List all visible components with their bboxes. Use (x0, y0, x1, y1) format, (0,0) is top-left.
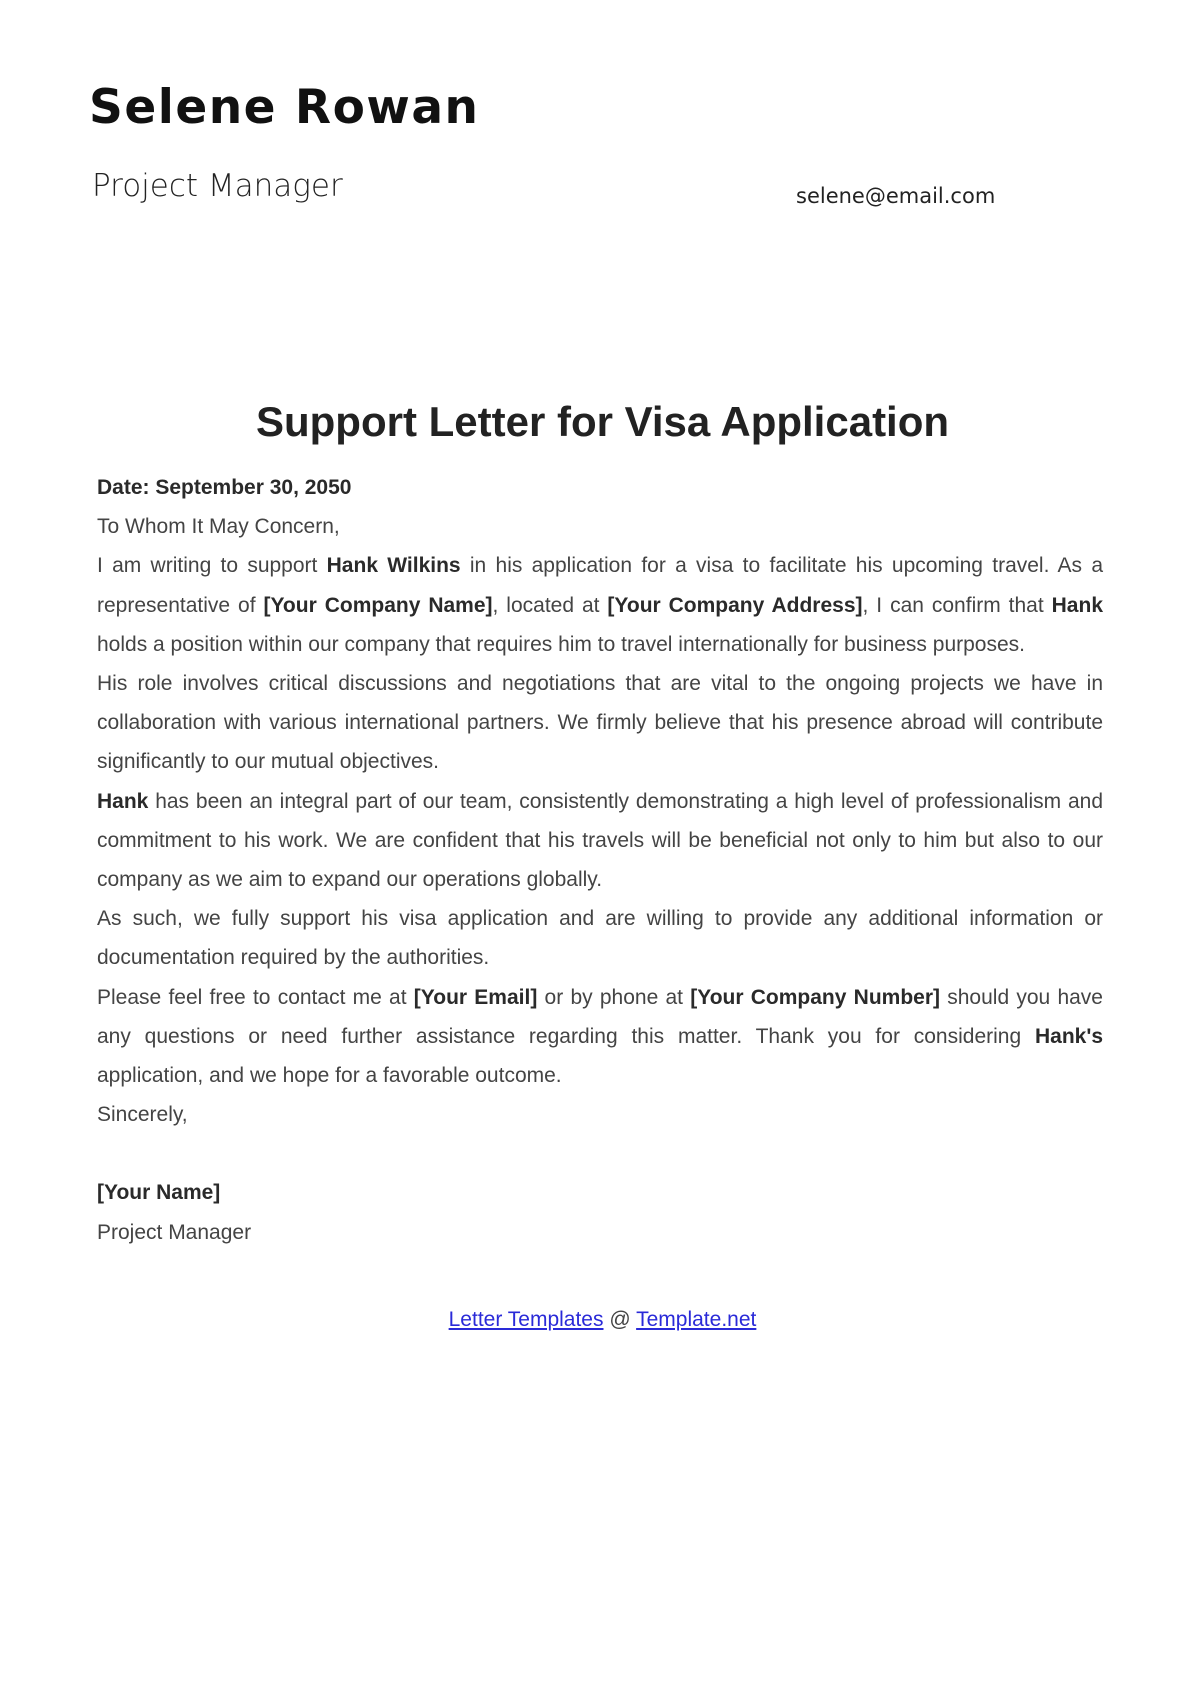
text: I am writing to support (97, 554, 327, 578)
applicant-name: Hank Wilkins (326, 554, 461, 578)
paragraph-4: As such, we fully support his visa application and are willing to provide any additional information or documentation required by the authorities. (97, 907, 1103, 970)
text: , I can confirm that (862, 593, 1052, 617)
company-name-placeholder: [Your Company Name] (263, 593, 493, 617)
closing: Sincerely, (97, 1103, 188, 1127)
text: has been an integral part of our team, consistently demonstrating a high level of professionalism and commitment to his work. We are confident that his travels will be beneficial not only to him but also to our company as we aim to expand our operations globally. (97, 789, 1103, 892)
text: , located at (492, 593, 608, 617)
footer (0, 1308, 1200, 1332)
applicant-first-name: Hank (97, 789, 149, 813)
sender-email: selene@email.com (796, 184, 996, 208)
text: should you have any questions or need further assistance regarding this matter. Thank you for considering (97, 985, 1103, 1048)
signer-role: Project Manager (97, 1220, 252, 1244)
text: or by phone at (537, 985, 691, 1009)
text: holds a position within our company that requires him to travel internationally for business purposes. (97, 632, 1025, 656)
signer-name: [Your Name] (97, 1181, 221, 1205)
applicant-possessive: Hank's (1034, 1024, 1103, 1048)
sender-name: Selene Rowan (89, 80, 480, 135)
letter-title: Support Letter for Visa Application (255, 398, 950, 445)
salutation: To Whom It May Concern, (97, 515, 340, 539)
company-number-placeholder: [Your Company Number] (690, 985, 941, 1009)
letter-templates-link[interactable]: Letter Templates (448, 1308, 604, 1331)
paragraph-1 (97, 546, 1103, 664)
text: in his application for a visa to facilitate his upcoming travel. As a representative of (97, 554, 1104, 617)
paragraph-3 (97, 782, 1103, 900)
footer-separator: @ (603, 1308, 637, 1331)
text: application, and we hope for a favorable outcome. (97, 1064, 562, 1088)
letter-date: Date: September 30, 2050 (97, 476, 352, 499)
applicant-first-name: Hank (1051, 593, 1103, 617)
paragraph-5 (97, 978, 1103, 1096)
template-net-link[interactable]: Template.net (636, 1308, 757, 1331)
paragraph-2: His role involves critical discussions and negotiations that are vital to the ongoing projects we have in collaboration with various international partners. We firmly believe that his presence abroad will contribute significantly to our mutual objectives. (97, 672, 1103, 774)
email-placeholder: [Your Email] (413, 985, 538, 1009)
company-address-placeholder: [Your Company Address] (607, 593, 863, 617)
text: Please feel free to contact me at (97, 985, 414, 1009)
letter-body (97, 468, 1103, 1252)
sender-role: Project Manager (92, 168, 343, 204)
